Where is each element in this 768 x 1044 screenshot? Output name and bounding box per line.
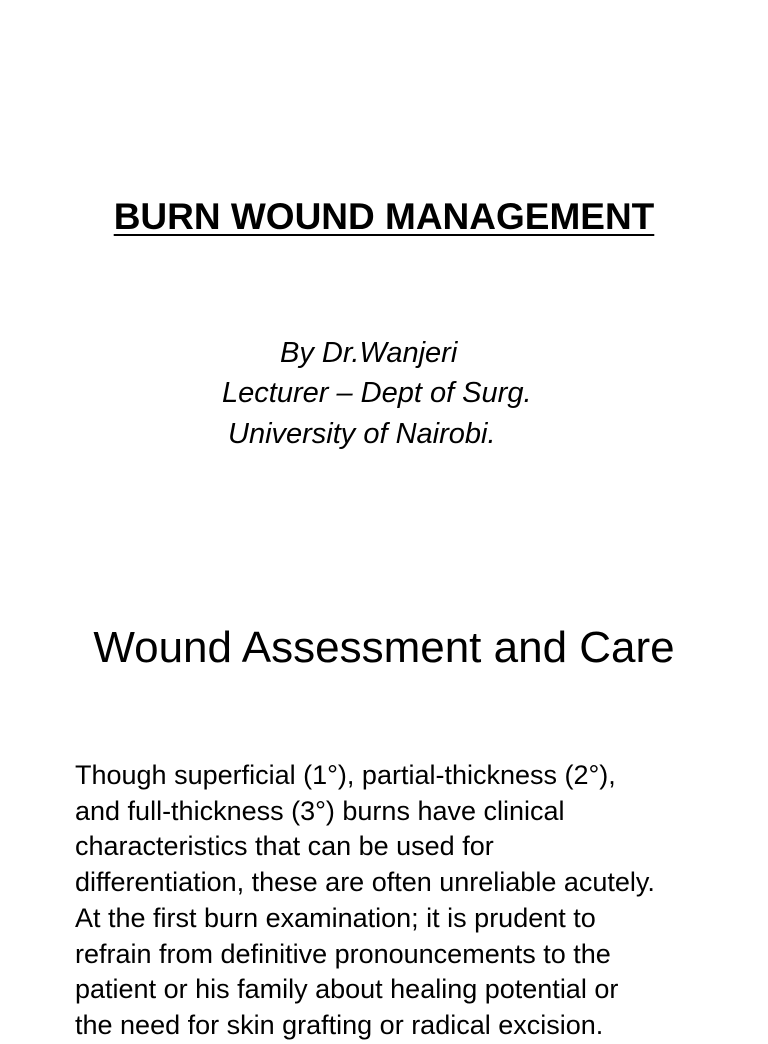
paragraph-line: Though superficial (1°), partial-thickness (2°), <box>75 760 616 790</box>
paragraph-line: and full-thickness (3°) burns have clinical <box>75 795 565 826</box>
paragraph-line: refrain from definitive pronouncements to the <box>75 938 611 969</box>
author-line: By Dr.Wanjeri <box>280 337 458 369</box>
paragraph-line: the need for skin grafting or radical excision. <box>75 1009 604 1040</box>
paragraph-line: characteristics that can be used for <box>75 831 494 862</box>
body-paragraph <box>75 758 735 1044</box>
paragraph-line: differentiation, these are often unreliable acutely. <box>75 867 655 898</box>
section-heading: Wound Assessment and Care <box>93 623 675 672</box>
page-title: BURN WOUND MANAGEMENT <box>113 196 655 237</box>
author-institution-line: University of Nairobi. <box>228 418 496 450</box>
author-role-line: Lecturer – Dept of Surg. <box>222 377 532 409</box>
paragraph-line: patient or his family about healing potential or <box>75 974 619 1005</box>
paragraph-line: At the first burn examination; it is prudent to <box>75 902 596 933</box>
